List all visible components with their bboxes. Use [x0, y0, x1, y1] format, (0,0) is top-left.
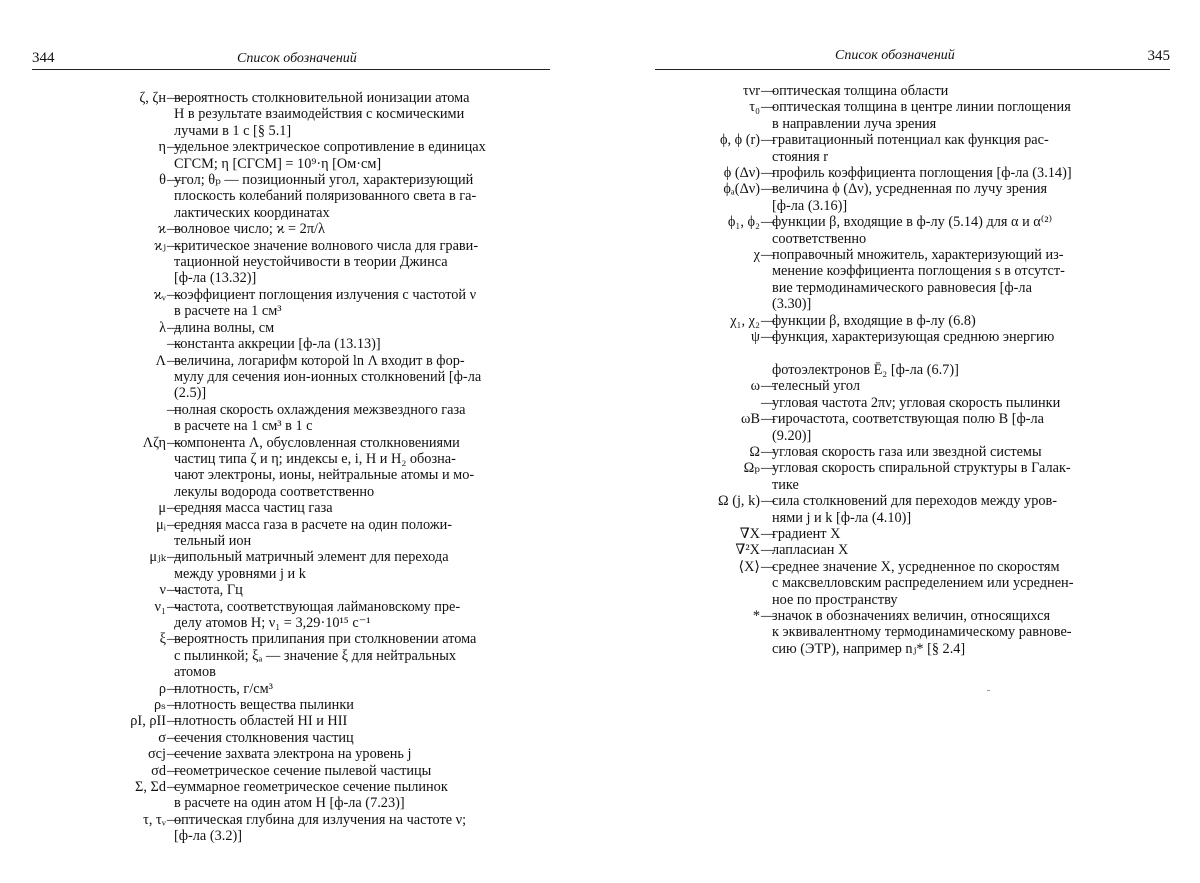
- definition-line: угловая скорость спиральной структуры в Галак-: [772, 460, 1071, 477]
- notation-symbol: ν₁: [154, 598, 166, 615]
- notation-entry: [0, 336, 560, 352]
- notation-definition: [174, 697, 548, 713]
- em-dash: [167, 549, 177, 565]
- notation-definition: [174, 549, 548, 582]
- notation-entry: [0, 599, 560, 632]
- em-dash: [167, 697, 177, 713]
- notation-symbol: ϰᵥ: [153, 286, 166, 303]
- definition-line: гирочастота, соответствующая полю B [ф-ла: [772, 411, 1044, 428]
- definition-line: (2.5)]: [174, 385, 207, 402]
- definition-line: лапласиан X: [772, 542, 849, 559]
- right-page: [600, 0, 1200, 883]
- notation-symbol: μᵢ: [155, 516, 166, 533]
- notation-definition: [174, 730, 548, 746]
- em-dash: [761, 444, 771, 460]
- notation-symbol: χ: [753, 247, 760, 264]
- em-dash: [167, 287, 177, 303]
- definition-line: фотоэлектронов Ē₂ [ф-ла (6.7)]: [772, 361, 959, 378]
- definition-line: [ф-ла (13.32)]: [174, 270, 257, 287]
- notation-entry: [0, 435, 560, 501]
- notation-entry: [600, 181, 1160, 214]
- notation-entry: [600, 83, 1160, 99]
- notation-definition: [174, 238, 548, 287]
- definition-line: константа аккреции [ф-ла (13.13)]: [174, 336, 381, 353]
- definition-line: с пылинкой; ξₐ — значение ξ для нейтральных: [174, 647, 456, 664]
- notation-symbol: Σ, Σd: [135, 779, 166, 796]
- em-dash: [761, 247, 771, 263]
- notation-entry: [0, 631, 560, 680]
- notation-symbol: ϕ, ϕ (r): [719, 132, 760, 149]
- em-dash: [167, 713, 177, 729]
- notation-entry: [600, 493, 1160, 526]
- notation-definition: [174, 353, 548, 402]
- notation-symbol: Ω: [749, 443, 760, 460]
- definition-line: сила столкновений для переходов между уров-: [772, 493, 1058, 510]
- notation-symbol: ρI, ρII: [130, 713, 166, 730]
- definition-line: вие термодинамического равновесия [ф-ла: [772, 279, 1032, 296]
- notation-entry: [600, 99, 1160, 132]
- notation-definition: [174, 336, 548, 352]
- notation-definition: [174, 812, 548, 845]
- notation-symbol: τ, τᵥ: [143, 811, 166, 828]
- notation-symbol: ϰ: [157, 221, 166, 238]
- definition-line: в расчете на один атом Н [ф-ла (7.23)]: [174, 795, 405, 812]
- notation-definition: [174, 221, 548, 237]
- definition-line: величина, логарифм которой ln Λ входит в фор-: [174, 352, 465, 369]
- notation-symbol: η: [158, 139, 166, 156]
- notation-entry: [0, 221, 560, 237]
- notation-symbol: ρₛ: [154, 697, 166, 714]
- definition-line: тике: [772, 476, 799, 493]
- em-dash: [167, 631, 177, 647]
- notation-entry: [600, 395, 1160, 411]
- definition-line: лактических координатах: [174, 204, 330, 221]
- definition-line: в расчете на 1 см³ в 1 с: [174, 418, 313, 435]
- em-dash: [167, 435, 177, 451]
- em-dash: [761, 99, 771, 115]
- definition-line: лекулы водорода соответственно: [174, 483, 375, 500]
- notation-entry: [0, 763, 560, 779]
- notation-definition: [772, 214, 1150, 247]
- definition-line: средняя масса частиц газа: [174, 500, 333, 517]
- notation-definition: [772, 411, 1150, 444]
- notation-symbol: ωB: [741, 411, 760, 428]
- em-dash: [167, 402, 177, 418]
- notation-definition: [772, 132, 1150, 165]
- notation-symbol: λ: [159, 319, 166, 336]
- definition-line: [772, 346, 1150, 362]
- notation-entry: [0, 320, 560, 336]
- notation-symbol: Λ: [155, 352, 166, 369]
- definition-line: длина волны, см: [174, 319, 275, 336]
- notation-definition: [772, 542, 1150, 558]
- notation-list: [0, 90, 560, 845]
- notation-symbol: σd: [151, 762, 166, 779]
- notation-entry: [0, 681, 560, 697]
- notation-entry: [0, 287, 560, 320]
- notation-definition: [772, 460, 1150, 493]
- em-dash: [761, 460, 771, 476]
- notation-entry: [600, 165, 1160, 181]
- notation-definition: [174, 435, 548, 501]
- paper-speck: [987, 690, 990, 691]
- em-dash: [761, 493, 771, 509]
- em-dash: [761, 395, 771, 411]
- definition-line: вероятность прилипания при столкновении атома: [174, 631, 477, 648]
- notation-symbol: σ: [158, 729, 166, 746]
- notation-definition: [174, 320, 548, 336]
- notation-definition: [174, 599, 548, 632]
- notation-definition: [772, 247, 1150, 313]
- notation-symbol: Ω (j, k): [718, 493, 760, 510]
- definition-line: в направлении луча зрения: [772, 115, 937, 132]
- notation-symbol: μⱼₖ: [149, 549, 166, 566]
- notation-entry: [600, 378, 1160, 394]
- definition-line: лучами в 1 с [§ 5.1]: [174, 122, 292, 139]
- definition-line: тельный ион: [174, 532, 252, 549]
- running-title: Список обозначений: [237, 51, 357, 66]
- notation-entry: [0, 549, 560, 582]
- definition-line: критическое значение волнового числа для грави-: [174, 237, 479, 254]
- definition-line: градиент X: [772, 525, 841, 542]
- definition-line: компонента Λ, обусловленная столкновениями: [174, 434, 460, 451]
- definition-line: угловая скорость газа или звездной системы: [772, 443, 1042, 460]
- definition-line: геометрическое сечение пылевой частицы: [174, 762, 432, 779]
- notation-definition: [174, 402, 548, 435]
- notation-definition: [174, 779, 548, 812]
- definition-line: волновое число; ϰ = 2π/λ: [174, 221, 325, 238]
- em-dash: [167, 582, 177, 598]
- definition-line: СГСМ; η [СГСМ] = 10⁹·η [Ом·см]: [174, 155, 382, 172]
- notation-definition: [772, 83, 1150, 99]
- definition-line: величина ϕ (Δν), усредненная по лучу зрения: [772, 181, 1048, 198]
- notation-definition: [174, 713, 548, 729]
- definition-line: плоскость колебаний поляризованного света в га-: [174, 188, 477, 205]
- definition-line: вероятность столкновительной ионизации атома: [174, 90, 470, 106]
- definition-line: угловая частота 2πν; угловая скорость пылинки: [772, 394, 1061, 411]
- notation-entry: [0, 812, 560, 845]
- notation-symbol: τνr: [743, 83, 760, 99]
- notation-definition: [772, 329, 1150, 378]
- em-dash: [167, 812, 177, 828]
- notation-entry: [0, 730, 560, 746]
- notation-definition: [772, 395, 1150, 411]
- em-dash: [761, 313, 771, 329]
- em-dash: [167, 763, 177, 779]
- notation-definition: [772, 444, 1150, 460]
- notation-entry: [0, 402, 560, 435]
- definition-line: сечение захвата электрона на уровень j: [174, 746, 412, 763]
- notation-definition: [772, 181, 1150, 214]
- notation-symbol: ξ: [159, 631, 166, 648]
- definition-line: оптическая толщина в центре линии поглощения: [772, 99, 1071, 116]
- page-header: [655, 48, 1170, 70]
- notation-symbol: Λζη: [142, 434, 166, 451]
- em-dash: [761, 165, 771, 181]
- definition-line: [ф-ла (3.16)]: [772, 197, 848, 214]
- notation-entry: [0, 746, 560, 762]
- notation-symbol: χ₁, χ₂: [730, 312, 760, 329]
- definition-line: плотность, г/см³: [174, 680, 273, 697]
- em-dash: [167, 336, 177, 352]
- notation-entry: [0, 713, 560, 729]
- definition-line: угол; θₚ — позиционный угол, характеризующий: [174, 172, 474, 189]
- definition-line: сию (ЭТР), например nⱼ* [§ 2.4]: [772, 640, 966, 657]
- em-dash: [167, 90, 177, 106]
- definition-line: тационной неустойчивости в теории Джинса: [174, 254, 448, 271]
- em-dash: [761, 214, 771, 230]
- definition-line: функции β, входящие в ф-лу (6.8): [772, 312, 976, 329]
- notation-entry: [600, 214, 1160, 247]
- em-dash: [167, 517, 177, 533]
- notation-definition: [772, 313, 1150, 329]
- em-dash: [167, 320, 177, 336]
- em-dash: [761, 181, 771, 197]
- notation-entry: [600, 329, 1160, 378]
- notation-definition: [174, 746, 548, 762]
- em-dash: [167, 599, 177, 615]
- notation-definition: [174, 763, 548, 779]
- em-dash: [761, 411, 771, 427]
- definition-line: частиц типа ζ и η; индексы e, i, H и H₂ обозна-: [174, 450, 456, 467]
- em-dash: [761, 526, 771, 542]
- definition-line: дипольный матричный элемент для перехода: [174, 549, 449, 566]
- em-dash: [761, 132, 771, 148]
- page-number: 345: [1147, 48, 1170, 64]
- notation-entry: [600, 526, 1160, 542]
- notation-symbol: ϕₐ(Δν): [723, 181, 760, 198]
- notation-entry: [600, 313, 1160, 329]
- em-dash: [167, 746, 177, 762]
- definition-line: [ф-ла (3.2)]: [174, 828, 242, 845]
- definition-line: к эквивалентному термодинамическому равнове-: [772, 624, 1072, 641]
- notation-symbol: μ: [158, 500, 166, 517]
- definition-line: значок в обозначениях величин, относящихся: [772, 608, 1051, 624]
- notation-entry: [600, 542, 1160, 558]
- em-dash: [761, 329, 771, 345]
- em-dash: [167, 139, 177, 155]
- notation-entry: [0, 353, 560, 402]
- notation-entry: [0, 779, 560, 812]
- definition-line: соответственно: [772, 230, 867, 247]
- definition-line: плотность областей HI и HII: [174, 713, 348, 730]
- definition-line: ное по пространству: [772, 591, 898, 608]
- notation-definition: [174, 139, 548, 172]
- notation-definition: [174, 287, 548, 320]
- em-dash: [167, 681, 177, 697]
- header-rule: [655, 69, 1170, 70]
- em-dash: [761, 378, 771, 394]
- definition-line: функция, характеризующая среднюю энергию: [772, 329, 1055, 346]
- definition-line: между уровнями j и k: [174, 565, 306, 582]
- definition-line: функции β, входящие в ф-лу (5.14) для α и α⁽²⁾: [772, 214, 1053, 231]
- definition-line: полная скорость охлаждения межзвездного газа: [174, 401, 466, 418]
- notation-definition: [174, 172, 548, 221]
- em-dash: [761, 559, 771, 575]
- definition-line: (3.30)]: [772, 296, 812, 313]
- notation-symbol: θ: [159, 172, 166, 189]
- definition-line: стояния r: [772, 148, 829, 165]
- definition-line: оптическая глубина для излучения на частоте ν;: [174, 811, 467, 828]
- definition-line: нями j и k [ф-ла (4.10)]: [772, 509, 912, 526]
- definition-line: оптическая толщина области: [772, 83, 949, 99]
- definition-line: в расчете на 1 см³: [174, 303, 282, 320]
- notation-symbol: σcj: [147, 746, 166, 763]
- notation-symbol: ψ: [751, 329, 760, 346]
- em-dash: [167, 172, 177, 188]
- page-number: 344: [32, 50, 55, 66]
- notation-symbol: *: [752, 608, 760, 624]
- header-rule: [32, 69, 550, 70]
- notation-symbol: ω: [750, 378, 760, 395]
- notation-definition: [772, 493, 1150, 526]
- definition-line: делу атомов Н; ν₁ = 3,29·10¹⁵ с⁻¹: [174, 615, 371, 631]
- definition-line: суммарное геометрическое сечение пылинок: [174, 779, 448, 796]
- notation-definition: [772, 608, 1150, 657]
- definition-line: (9.20)]: [772, 427, 812, 444]
- definition-line: с максвелловским распределением или усреднен-: [772, 575, 1074, 592]
- notation-definition: [174, 90, 548, 139]
- definition-line: удельное электрическое сопротивление в единицах: [174, 139, 486, 156]
- definition-line: менение коэффициента поглощения s в отсутст-: [772, 263, 1065, 280]
- em-dash: [167, 221, 177, 237]
- page-header: [32, 48, 550, 70]
- notation-symbol: ϕ (Δν): [723, 165, 760, 182]
- notation-entry: [0, 582, 560, 598]
- em-dash: [167, 730, 177, 746]
- definition-line: профиль коэффициента поглощения [ф-ла (3.14)]: [772, 165, 1072, 182]
- definition-line: поправочный множитель, характеризующий из-: [772, 247, 1064, 264]
- definition-line: частота, соответствующая лаймановскому пре-: [174, 598, 461, 615]
- notation-entry: [0, 90, 560, 139]
- definition-line: частота, Гц: [174, 582, 243, 599]
- notation-entry: [0, 238, 560, 287]
- notation-entry: [600, 608, 1160, 657]
- notation-symbol: ⟨X⟩: [738, 558, 760, 575]
- em-dash: [167, 238, 177, 254]
- definition-line: атомов: [174, 664, 216, 681]
- notation-entry: [600, 559, 1160, 608]
- notation-definition: [772, 526, 1150, 542]
- notation-symbol: ϕ₁, ϕ₂: [727, 214, 760, 231]
- notation-definition: [174, 517, 548, 550]
- definition-line: телесный угол: [772, 378, 861, 395]
- notation-symbol: ν: [159, 582, 166, 599]
- notation-entry: [0, 139, 560, 172]
- notation-definition: [174, 631, 548, 680]
- em-dash: [167, 779, 177, 795]
- notation-symbol: ∇X: [739, 525, 760, 542]
- notation-list: [600, 83, 1160, 657]
- notation-symbol: ∇²X: [735, 542, 760, 559]
- notation-entry: [0, 500, 560, 516]
- definition-line: плотность вещества пылинки: [174, 697, 354, 714]
- notation-symbol: ζ, ζн: [139, 90, 166, 106]
- notation-entry: [600, 444, 1160, 460]
- notation-entry: [600, 411, 1160, 444]
- notation-symbol: ρ: [158, 680, 166, 697]
- notation-entry: [600, 132, 1160, 165]
- notation-symbol: ϰⱼ: [154, 237, 166, 254]
- em-dash: [761, 83, 771, 99]
- notation-entry: [0, 172, 560, 221]
- running-title: Список обозначений: [835, 48, 955, 63]
- definition-line: Н в результате взаимодействия с космическими: [174, 106, 465, 123]
- notation-definition: [174, 681, 548, 697]
- notation-entry: [0, 697, 560, 713]
- notation-entry: [600, 460, 1160, 493]
- notation-entry: [600, 247, 1160, 313]
- definition-line: сечения столкновения частиц: [174, 729, 354, 746]
- em-dash: [761, 608, 771, 624]
- notation-definition: [772, 165, 1150, 181]
- notation-definition: [772, 559, 1150, 608]
- notation-definition: [772, 99, 1150, 132]
- definition-line: среднее значение X, усредненное по скоростям: [772, 558, 1060, 575]
- definition-line: чают электроны, ионы, нейтральные атомы и мо-: [174, 467, 475, 484]
- em-dash: [761, 542, 771, 558]
- definition-line: мулу для сечения ион-ионных столкновений [ф-ла: [174, 368, 482, 385]
- notation-definition: [174, 582, 548, 598]
- definition-line: гравитационный потенциал как функция рас-: [772, 132, 1049, 149]
- definition-line: средняя масса газа в расчете на один положи-: [174, 516, 453, 533]
- notation-entry: [0, 517, 560, 550]
- notation-definition: [174, 500, 548, 516]
- notation-symbol: τ₀: [749, 99, 760, 116]
- em-dash: [167, 500, 177, 516]
- em-dash: [167, 353, 177, 369]
- notation-definition: [772, 378, 1150, 394]
- definition-line: коэффициент поглощения излучения с частотой ν: [174, 286, 477, 303]
- notation-symbol: Ωₚ: [743, 460, 760, 477]
